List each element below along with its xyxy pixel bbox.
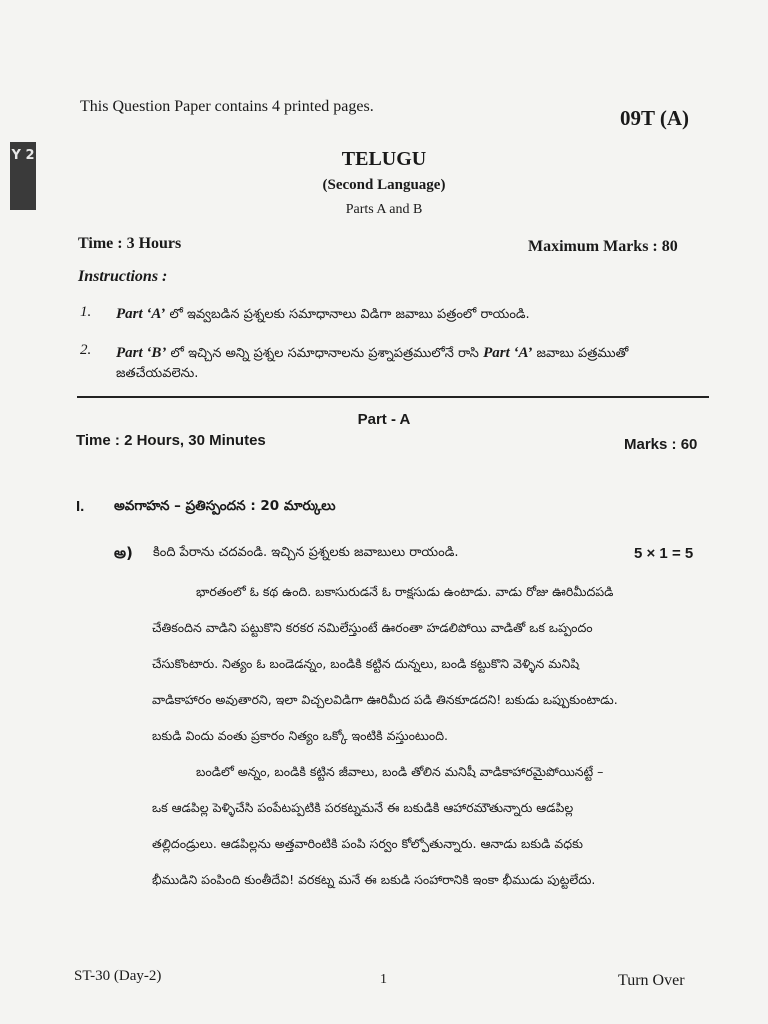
part-a-heading: Part - A [357, 411, 411, 428]
instruction-2-part: Part ‘B’ [116, 345, 167, 361]
instruction-2-part2: Part ‘A’ [483, 345, 533, 361]
section-1-title: అవగాహన – ప్రతిస్పందన : 20 మార్కులు [114, 498, 336, 514]
passage-line: వాడికాహారం అవుతారని, ఇలా విచ్చలవిడిగా ఊరిమీద పడి తినకూడదని! బకుడు ఒప్పుకుంటాడు. [152, 692, 618, 707]
passage-line: చేసుకొంటారు. నిత్యం ఓ బండెడన్నం, బండికి కట్టిన దున్నలు, బండి కట్టుకొని వెళ్ళిన మనిషి [152, 656, 580, 671]
turn-over-note: Turn Over [618, 972, 685, 989]
parts-note: Parts A and B [345, 202, 423, 217]
passage [152, 582, 712, 890]
sub-question-text: కింది పేరాను చదవండి. ఇచ్చిన ప్రశ్నలకు జవాబులు రాయండి. [153, 545, 459, 560]
passage-line: భారతంలో ఓ కథ ఉంది. బకాసురుడనే ఓ రాక్షసుడు ఉంటాడు. వాడు రోజు ఊరిమీదపడి [196, 584, 614, 599]
instructions-heading: Instructions : [78, 268, 168, 285]
passage-line: చేతికందిన వాడిని పట్టుకొని కరకర నమిలేస్తుంటే ఊరంతా హడలిపోయి వాడితో ఒక ఒప్పందం [152, 620, 593, 635]
instruction-2-text3: జతచేయవలెను. [116, 366, 199, 381]
subject-title: TELUGU [341, 148, 427, 170]
instruction-1 [116, 303, 530, 325]
passage-line: బండిలో అన్నం, బండికి కట్టిన జీవాలు, బండి తోలిన మనిషీ వాడికాహారమైపోయినట్టే – [196, 764, 604, 779]
pages-note: This Question Paper contains 4 printed pages. [80, 98, 374, 115]
passage-line: ఒక ఆడపిల్ల పెళ్ళిచేసి పంపేటప్పటికి పరకట్నమనే ఈ బకుడికి ఆహారమౌతున్నారు ఆడపిల్ల [152, 800, 574, 815]
instruction-2 [116, 342, 628, 364]
paper-code: 09T (A) [620, 106, 690, 130]
passage-line: బకుడి విందు వంతు ప్రకారం నిత్యం ఒక్కో ఇంటికి వస్తుంటుంది. [152, 728, 449, 743]
passage-line: తల్లిదండ్రులు. ఆడపిల్లను అత్తవారింటికి పంపి సర్వం కోల్పోతున్నారు. ఆనాడు బకుడి వధకు [152, 836, 583, 851]
sub-question-marks: 5 × 1 = 5 [634, 545, 694, 562]
max-marks: Maximum Marks : 80 [528, 238, 678, 255]
total-time: Time : 3 Hours [78, 235, 182, 252]
footer-code: ST-30 (Day-2) [74, 968, 162, 984]
page-number: 1 [380, 972, 387, 987]
side-tab: Y 2 [10, 142, 36, 210]
instruction-1-num: 1. [80, 304, 92, 320]
instruction-2-text2: జవాబు పత్రముతో [532, 346, 629, 361]
part-a-time: Time : 2 Hours, 30 Minutes [76, 432, 266, 449]
instruction-2-text: లో ఇచ్చిన అన్ని ప్రశ్నల సమాధానాలను ప్రశ్నాపత్రములోనే రాసి [166, 346, 484, 361]
sub-question-label: అ) [114, 544, 133, 562]
instruction-2-num: 2. [80, 342, 92, 358]
divider-rule [77, 396, 709, 398]
section-1-num: I. [76, 498, 85, 515]
part-a-marks: Marks : 60 [624, 436, 698, 453]
passage-line: భీముడిని పంపింది కుంతీదేవి! వరకట్న మనే ఈ బకుడి సంహారానికి ఇంకా భీముడు పుట్టలేదు. [152, 872, 596, 887]
language-subtitle: (Second Language) [322, 177, 446, 193]
instruction-1-text: లో ఇవ్వబడిన ప్రశ్నలకు సమాధానాలు విడిగా జవాబు పత్రంలో రాయండి. [165, 307, 530, 322]
instruction-1-part: Part ‘A’ [116, 306, 166, 322]
